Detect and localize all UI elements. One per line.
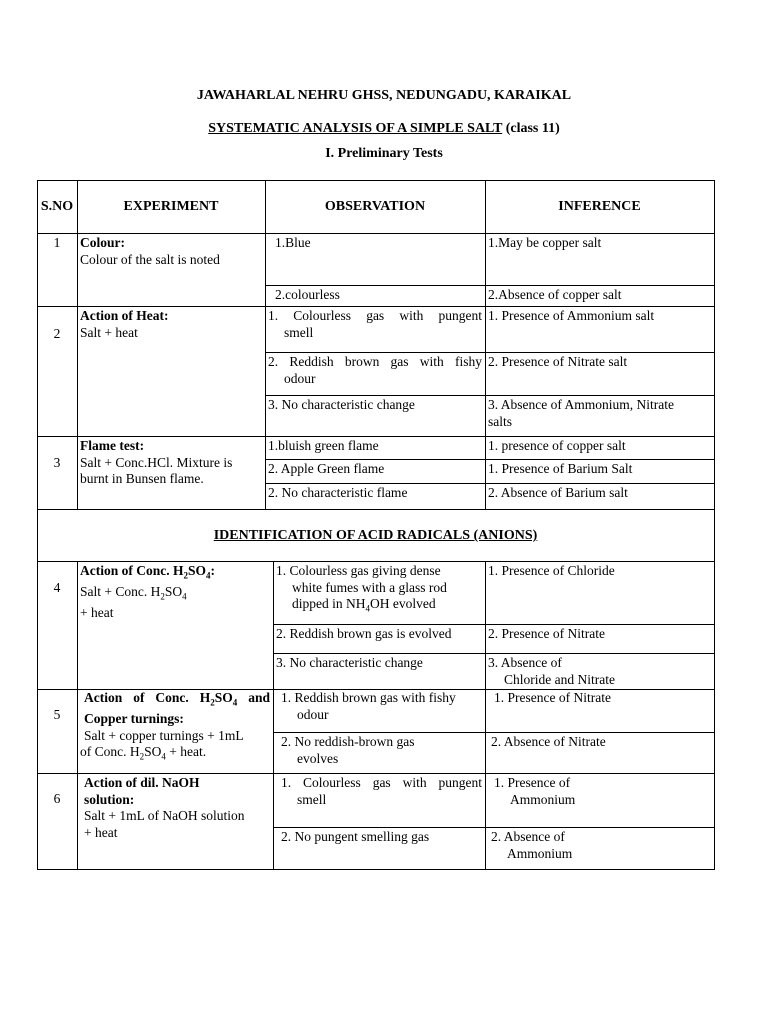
- title-class: (class 11): [502, 121, 560, 136]
- title-main: SYSTEMATIC ANALYSIS OF A SIMPLE SALT: [208, 121, 503, 136]
- row2-inf-3-line1: 3. Absence of Ammonium, Nitrate: [488, 397, 674, 412]
- anion-section-heading: IDENTIFICATION OF ACID RADICALS (ANIONS): [213, 528, 538, 543]
- row2-obs-1: [268, 308, 482, 341]
- row1-inf-2: 2.Absence of copper salt: [488, 287, 622, 302]
- row3-inf-2: 1. Presence of Barium Salt: [488, 461, 633, 476]
- row6-experiment: Action of dil. NaOH solution: Salt + 1mL of NaOH solution + heat: [84, 775, 245, 840]
- row4-experiment: [80, 563, 270, 622]
- row4-sno: 4: [53, 580, 61, 595]
- row2-exp-body: Salt + heat: [80, 324, 138, 340]
- row1-experiment: [80, 235, 263, 268]
- row6-obs-1: 1. Colourless gas with pungent smell: [281, 775, 482, 807]
- row3-sno: 3: [53, 455, 61, 470]
- row4-obs-3: 3. No characteristic change: [276, 655, 423, 670]
- col-header-inference: INFERENCE: [558, 199, 641, 214]
- col-header-observation: OBSERVATION: [324, 199, 426, 214]
- row5-exp-title: Action of Conc. $H_2SO_4$ and: [84, 690, 270, 708]
- row1-inf-1: 1.May be copper salt: [488, 235, 602, 250]
- row3-inf-3: 2. Absence of Barium salt: [488, 485, 628, 500]
- row2-obs-3: 3. No characteristic change: [268, 397, 415, 412]
- row5-sno: 5: [53, 707, 61, 722]
- row2-inf-2: 2. Presence of Nitrate salt: [488, 354, 628, 369]
- row2-obs-2: [268, 354, 482, 387]
- row1-exp-title: Colour:: [80, 235, 125, 250]
- section-heading: I. Preliminary Tests: [325, 146, 443, 161]
- row3-experiment: [80, 438, 263, 488]
- row3-obs-3: 2. No characteristic flame: [268, 485, 408, 500]
- row2-inf-3: [488, 397, 712, 430]
- row3-obs-2: 2. Apple Green flame: [268, 461, 385, 476]
- row1-obs-2: 2.colourless: [275, 287, 340, 302]
- row2-inf-3-line2: salts: [488, 413, 513, 429]
- row6-inf-2: 2. Absence of Ammonium: [491, 829, 573, 861]
- row2-sno: 2: [53, 326, 61, 341]
- row2-inf-1: 1. Presence of Ammonium salt: [488, 308, 655, 323]
- school-name: JAWAHARLAL NEHRU GHSS, NEDUNGADU, KARAIKAL: [196, 88, 572, 103]
- row2-obs-2-line2: odour: [284, 370, 316, 386]
- row5-inf-2: 2. Absence of Nitrate: [491, 734, 606, 749]
- col-header-sno: S.NO: [40, 199, 74, 214]
- row5-exp-body1: Salt + copper turnings + 1mL: [84, 727, 244, 743]
- row6-obs-2: 2. No pungent smelling gas: [281, 829, 430, 844]
- row6-inf-1: 1. Presence of Ammonium: [494, 775, 576, 807]
- row2-experiment: [80, 308, 263, 341]
- row4-exp-title: Action of Conc. $H_2SO_4$:: [80, 563, 216, 581]
- row1-sno: 1: [53, 235, 61, 250]
- row4-exp-body2: + heat: [80, 605, 114, 621]
- row3-inf-1: 1. presence of copper salt: [488, 438, 626, 453]
- row5-obs-2: 2. No reddish-brown gas evolves: [281, 734, 415, 766]
- row5-exp-body2: of Conc. $H_2SO_4$ + heat.: [80, 744, 207, 762]
- row5-exp-title2: Copper turnings:: [84, 711, 184, 727]
- row6-sno: 6: [53, 791, 61, 806]
- row2-obs-1-line1: 1. Colourless gas with pungent: [268, 308, 482, 323]
- row3-exp-body2: burnt in Bunsen flame.: [80, 471, 204, 486]
- row1-obs-1: 1.Blue: [275, 235, 311, 250]
- row5-obs-1: 1. Reddish brown gas with fishy odour: [281, 690, 456, 722]
- row4-inf-3: 3. Absence of Chloride and Nitrate: [488, 655, 615, 687]
- row5-experiment: [80, 690, 270, 765]
- col-header-experiment: EXPERIMENT: [123, 199, 219, 214]
- row4-obs-1: 1. Colourless gas giving dense white fumes with a glass rod dipped in $NH_4OH$ evolved: [276, 563, 447, 614]
- row4-exp-body: Salt + Conc. $H_2SO_4$: [80, 584, 187, 602]
- row3-exp-title: Flame test:: [80, 438, 145, 453]
- row4-obs-2: 2. Reddish brown gas is evolved: [276, 626, 452, 641]
- row3-exp-body1: Salt + Conc.HCl. Mixture is: [80, 454, 233, 470]
- row1-exp-body: Colour of the salt is noted: [80, 251, 220, 267]
- row5-inf-1: 1. Presence of Nitrate: [494, 690, 611, 705]
- row4-inf-1: 1. Presence of Chloride: [488, 563, 615, 578]
- row3-obs-1: 1.bluish green flame: [268, 438, 379, 453]
- row2-exp-title: Action of Heat:: [80, 308, 169, 323]
- row4-inf-2: 2. Presence of Nitrate: [488, 626, 605, 641]
- row2-obs-1-line2: smell: [284, 324, 314, 340]
- row2-obs-2-line1: 2. Reddish brown gas with fishy: [268, 354, 482, 369]
